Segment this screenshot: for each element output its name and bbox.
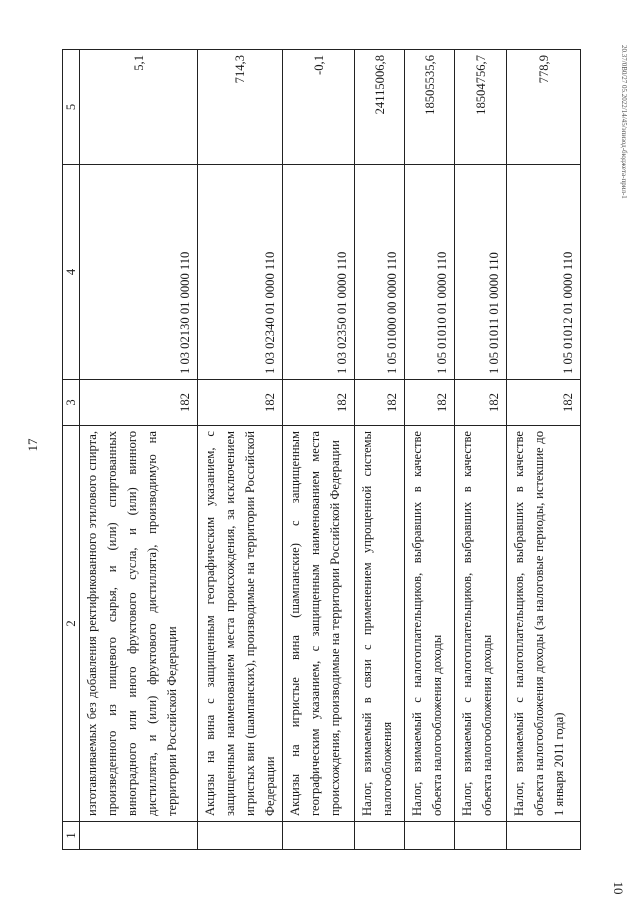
header-cell: 1 xyxy=(63,822,80,850)
income-name-cell: Налог, взимаемый с налогоплательщиков, выбравших в качестве объекта налогообложения доходы (за налоговые периоды, истекшие до 1 января 2011 года) xyxy=(507,426,581,822)
row-index-cell xyxy=(507,822,581,850)
admin-code-cell: 182 xyxy=(405,380,455,426)
table-row xyxy=(455,50,507,850)
row-index-cell xyxy=(405,822,455,850)
admin-code-cell: 182 xyxy=(80,380,198,426)
row-index-cell xyxy=(283,822,355,850)
budget-code-cell: 1 05 01011 01 0000 110 xyxy=(455,165,507,380)
amount-cell: 18505535,6 xyxy=(405,50,455,165)
bottom-page-number-text: 10 xyxy=(611,881,626,895)
table-row xyxy=(507,50,581,850)
header-cell: 2 xyxy=(63,426,80,822)
income-name-cell: Акцизы на вина с защищенным географическим указанием, с защищенным наименованием места происхождения, за исключением игристых вин (шампанских), производимые на территории Российской Федерации xyxy=(198,426,283,822)
page-number: 17 xyxy=(25,438,40,452)
amount-cell: 714,3 xyxy=(198,50,283,165)
income-name-cell: Налог, взимаемый с налогоплательщиков, выбравших в качестве объекта налогообложения доходы xyxy=(455,426,507,822)
row-index-cell xyxy=(455,822,507,850)
amount-cell: -0,1 xyxy=(283,50,355,165)
income-name-cell: Акцизы на игристые вина (шампанские) с защищенным географическим указанием, с защищенным наименованием места происхождения, производимые на территории Российской Федерации xyxy=(283,426,355,822)
side-stamp-text: 20.37/0В0/27 05.2022/14/45/эпизод-бюджета-прил-1 xyxy=(620,45,628,199)
table-row xyxy=(355,50,405,850)
admin-code-cell: 182 xyxy=(355,380,405,426)
amount-cell: 24115006,8 xyxy=(355,50,405,165)
row-index-cell xyxy=(80,822,198,850)
header-row xyxy=(63,50,80,850)
budget-code-cell: 1 03 02350 01 0000 110 xyxy=(283,165,355,380)
amount-cell: 18504756,7 xyxy=(455,50,507,165)
revenue-table xyxy=(62,49,581,850)
income-name-cell: Налог, взимаемый в связи с применением упрощенной системы налогообложения xyxy=(355,426,405,822)
income-name-cell: Налог, взимаемый с налогоплательщиков, выбравших в качестве объекта налогообложения доходы xyxy=(405,426,455,822)
header-cell: 3 xyxy=(63,380,80,426)
header-cell: 4 xyxy=(63,165,80,380)
budget-code-cell: 1 05 01012 01 0000 110 xyxy=(507,165,581,380)
admin-code-cell: 182 xyxy=(507,380,581,426)
admin-code-cell: 182 xyxy=(283,380,355,426)
table-row xyxy=(80,50,198,850)
budget-code-cell: 1 03 02130 01 0000 110 xyxy=(80,165,198,380)
budget-code-cell: 1 05 01010 01 0000 110 xyxy=(405,165,455,380)
table-row xyxy=(283,50,355,850)
table-row xyxy=(405,50,455,850)
row-index-cell xyxy=(355,822,405,850)
income-name-cell: изготавливаемых без добавления ректификованного этилового спирта, произведенного из пищевого сырья, и (или) спиртованных виноградного или иного фруктового сусла, и (или) винного дистиллята, и (или) фруктового дистиллята), производимую на территории Российской Федерации xyxy=(80,426,198,822)
header-cell: 5 xyxy=(63,50,80,165)
budget-code-cell: 1 05 01000 00 0000 110 xyxy=(355,165,405,380)
admin-code-cell: 182 xyxy=(198,380,283,426)
amount-cell: 778,9 xyxy=(507,50,581,165)
row-index-cell xyxy=(198,822,283,850)
admin-code-cell: 182 xyxy=(455,380,507,426)
budget-code-cell: 1 03 02340 01 0000 110 xyxy=(198,165,283,380)
table-row xyxy=(198,50,283,850)
amount-cell: 5,1 xyxy=(80,50,198,165)
